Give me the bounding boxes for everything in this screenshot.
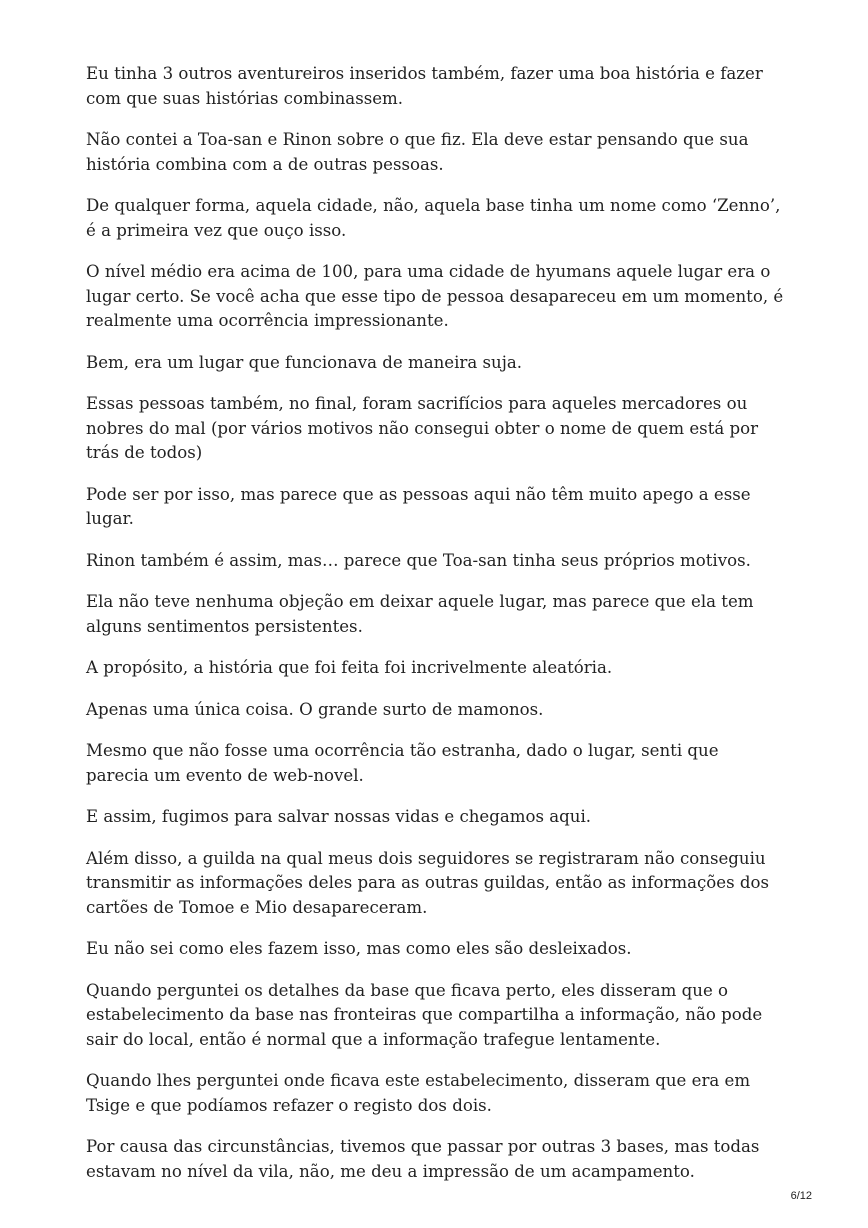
paragraph: Pode ser por isso, mas parece que as pessoas aqui não têm muito apego a esse lugar.	[86, 484, 751, 528]
paragraph: Mesmo que não fosse uma ocorrência tão estranha, dado o lugar, senti que parecia um evento de web-novel.	[86, 741, 719, 785]
paragraph: Quando perguntei os detalhes da base que ficava perto, eles disseram que o estabelecimento da base nas fronteiras que compartilha a informação, não pode sair do local, então é normal que a informação trafegue lentamente.	[86, 980, 763, 1049]
document-body	[86, 62, 786, 1201]
paragraph: Essas pessoas também, no final, foram sacrifícios para aqueles mercadores ou nobres do mal (por vários motivos não consegui obter o nome de quem está por trás de todos)	[86, 394, 759, 462]
paragraph: Bem, era um lugar que funcionava de maneira suja.	[86, 352, 523, 372]
paragraph: Apenas uma única coisa. O grande surto de mamonos.	[86, 699, 544, 719]
paragraph: Eu tinha 3 outros aventureiros inseridos também, fazer uma boa história e fazer com que suas histórias combinassem.	[86, 64, 763, 108]
page-number: 6/12	[790, 1190, 812, 1202]
paragraph: De qualquer forma, aquela cidade, não, aquela base tinha um nome como ‘Zenno’, é a primeira vez que ouço isso.	[86, 196, 781, 240]
paragraph: E assim, fugimos para salvar nossas vidas e chegamos aqui.	[86, 807, 592, 826]
paragraph: A propósito, a história que foi feita foi incrivelmente aleatória.	[86, 658, 613, 677]
paragraph: Rinon também é assim, mas… parece que Toa-san tinha seus próprios motivos.	[86, 550, 751, 570]
paragraph: Por causa das circunstâncias, tivemos que passar por outras 3 bases, mas todas estavam no nível da vila, não, me deu a impressão de um acampamento.	[86, 1137, 760, 1181]
paragraph: Eu não sei como eles fazem isso, mas como eles são desleixados.	[86, 939, 632, 958]
paragraph: Quando lhes perguntei onde ficava este estabelecimento, disseram que era em Tsige e que podíamos refazer o registo dos dois.	[86, 1071, 751, 1115]
paragraph: Além disso, a guilda na qual meus dois seguidores se registraram não conseguiu transmitir as informações deles para as outras guildas, então as informações dos cartões de Tomoe e Mio desapareceram.	[86, 848, 770, 917]
paragraph: Não contei a Toa-san e Rinon sobre o que fiz. Ela deve estar pensando que sua história combina com a de outras pessoas.	[86, 130, 749, 174]
paragraph: O nível médio era acima de 100, para uma cidade de hyumans aquele lugar era o lugar certo. Se você acha que esse tipo de pessoa desapareceu em um momento, é realmente uma ocorrência impressionante.	[86, 262, 784, 330]
paragraph: Ela não teve nenhuma objeção em deixar aquele lugar, mas parece que ela tem alguns sentimentos persistentes.	[86, 592, 754, 636]
